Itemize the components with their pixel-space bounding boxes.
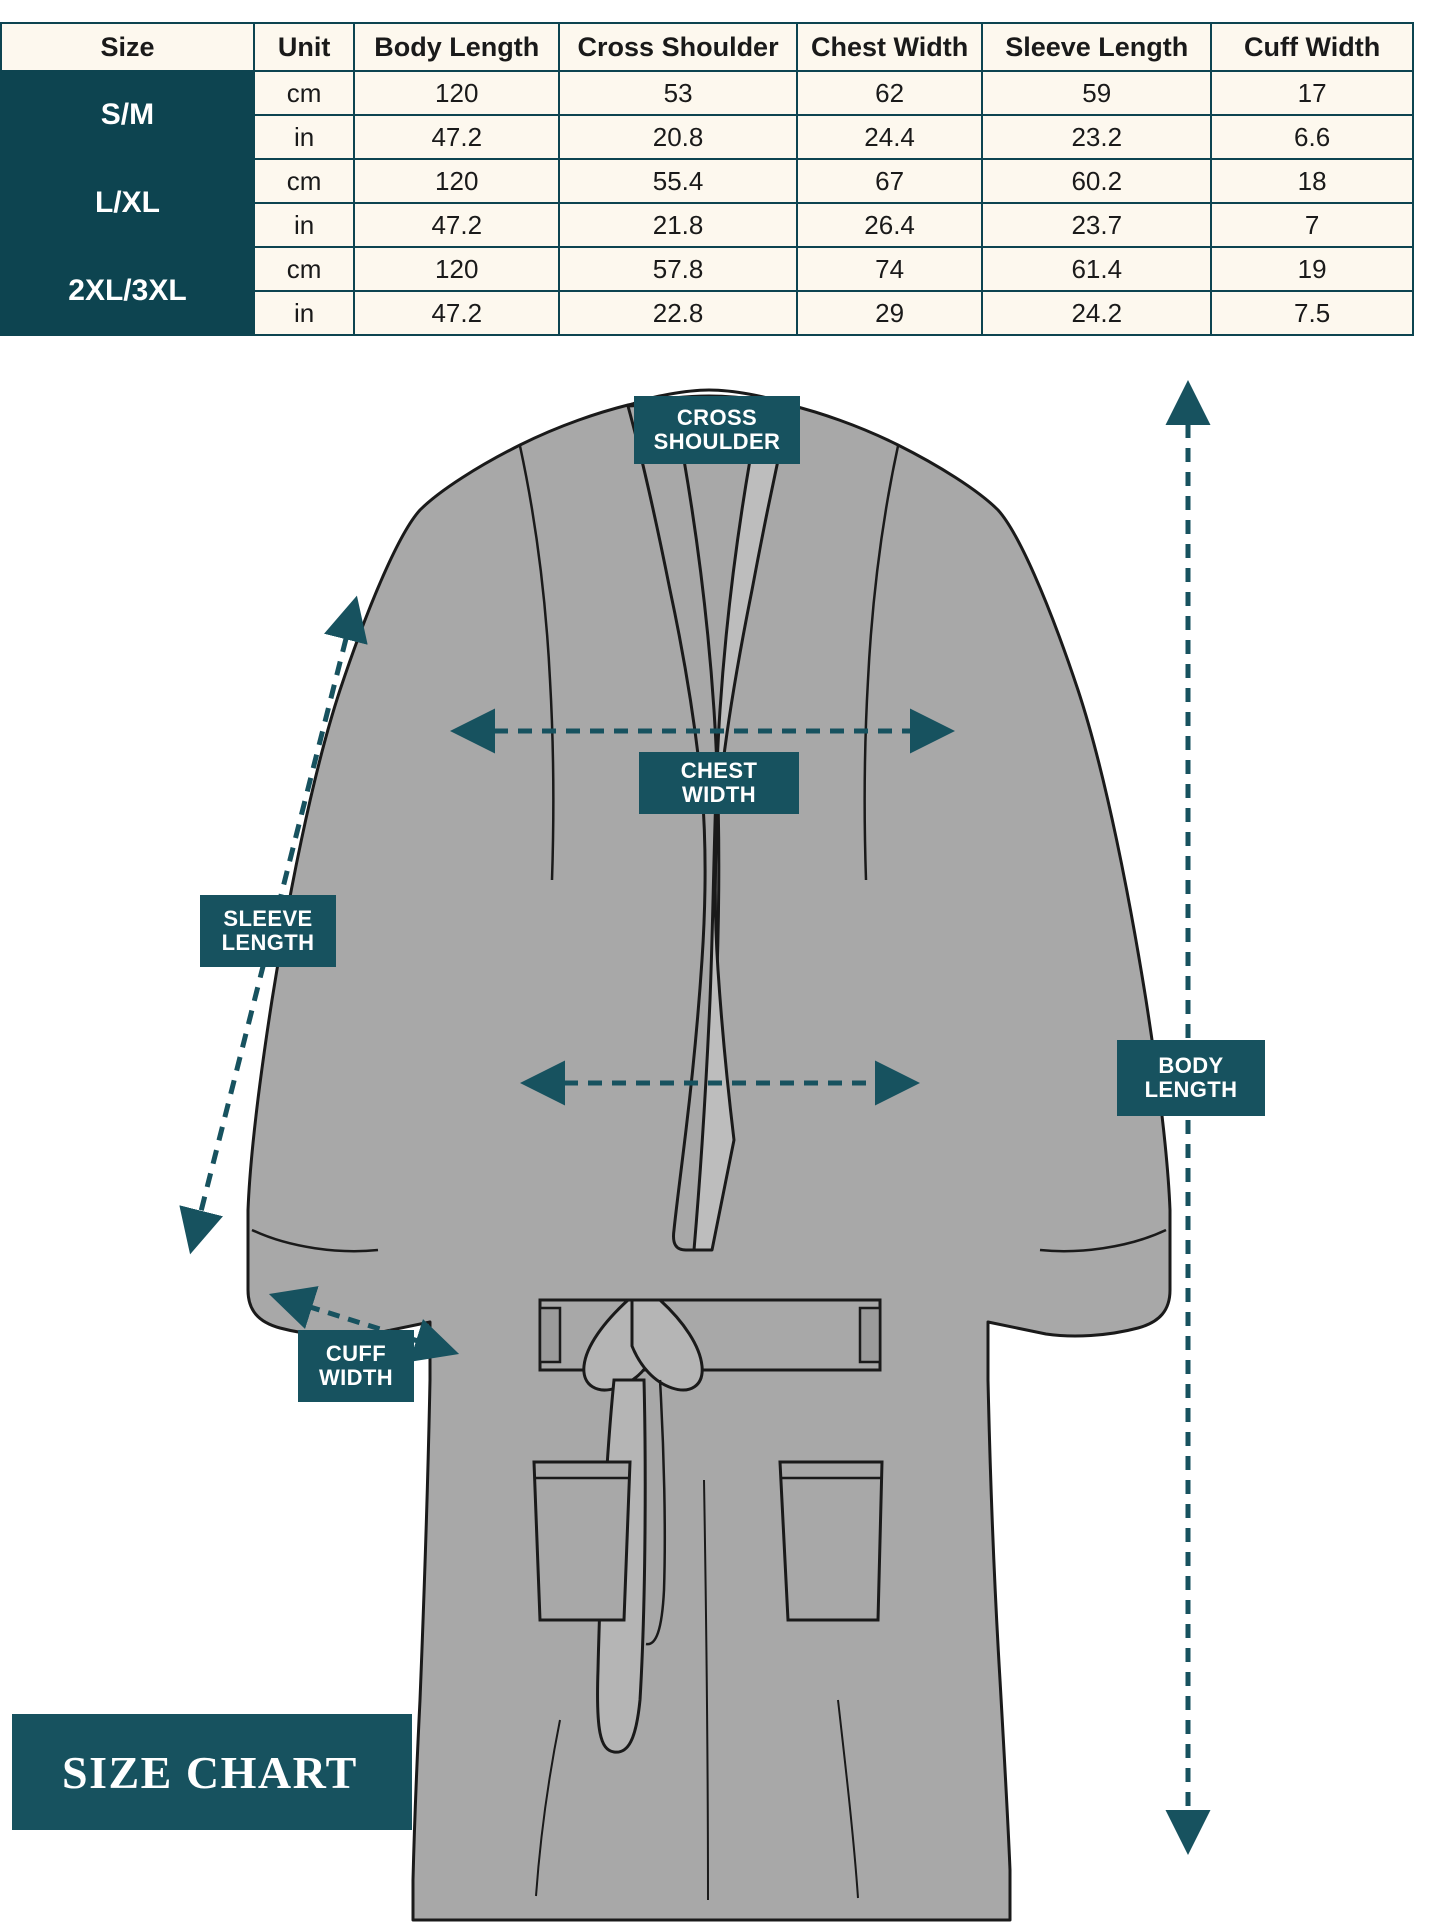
value-cell: 60.2 <box>982 159 1211 203</box>
label-cuff-width <box>298 1330 414 1402</box>
unit-cell: in <box>254 291 354 335</box>
table-header-row <box>1 23 1413 71</box>
size-label-sm: S/M <box>1 71 254 159</box>
value-cell: 62 <box>797 71 982 115</box>
value-cell: 74 <box>797 247 982 291</box>
value-cell: 120 <box>354 71 559 115</box>
label-sleeve-length <box>200 895 336 967</box>
value-cell: 61.4 <box>982 247 1211 291</box>
value-cell: 47.2 <box>354 115 559 159</box>
robe-body-group <box>248 390 1170 1920</box>
value-cell: 6.6 <box>1211 115 1413 159</box>
label-cross-shoulder <box>634 396 800 464</box>
header-cross-shoulder: Cross Shoulder <box>559 23 797 71</box>
value-cell: 22.8 <box>559 291 797 335</box>
unit-cell: cm <box>254 159 354 203</box>
label-cross-shoulder-line1: CROSS <box>676 405 758 431</box>
value-cell: 24.2 <box>982 291 1211 335</box>
header-cuff-width: Cuff Width <box>1211 23 1413 71</box>
unit-cell: in <box>254 203 354 247</box>
label-body-length-line1: BODY <box>1158 1053 1224 1079</box>
label-chest-width-line1: CHEST <box>680 758 758 784</box>
size-label-2xl3xl: 2XL/3XL <box>1 247 254 335</box>
value-cell: 21.8 <box>559 203 797 247</box>
header-chest-width: Chest Width <box>797 23 982 71</box>
label-body-length <box>1117 1040 1265 1116</box>
value-cell: 120 <box>354 247 559 291</box>
header-unit: Unit <box>254 23 354 71</box>
value-cell: 19 <box>1211 247 1413 291</box>
table-row <box>1 71 1413 115</box>
value-cell: 7 <box>1211 203 1413 247</box>
value-cell: 23.2 <box>982 115 1211 159</box>
label-sleeve-length-line1: SLEEVE <box>223 906 313 932</box>
size-chart-title-text: SIZE CHART <box>62 1746 358 1798</box>
value-cell: 7.5 <box>1211 291 1413 335</box>
value-cell: 120 <box>354 159 559 203</box>
label-cross-shoulder-line2: SHOULDER <box>653 429 781 454</box>
size-label-lxl: L/XL <box>1 159 254 247</box>
value-cell: 24.4 <box>797 115 982 159</box>
value-cell: 23.7 <box>982 203 1211 247</box>
header-size: Size <box>1 23 254 71</box>
label-cuff-width-line1: CUFF <box>325 1341 387 1367</box>
value-cell: 20.8 <box>559 115 797 159</box>
header-body-length: Body Length <box>354 23 559 71</box>
value-cell: 18 <box>1211 159 1413 203</box>
value-cell: 26.4 <box>797 203 982 247</box>
value-cell: 17 <box>1211 71 1413 115</box>
unit-cell: cm <box>254 71 354 115</box>
value-cell: 47.2 <box>354 203 559 247</box>
size-chart-table <box>0 22 1414 336</box>
value-cell: 29 <box>797 291 982 335</box>
value-cell: 55.4 <box>559 159 797 203</box>
value-cell: 47.2 <box>354 291 559 335</box>
label-body-length-line2: LENGTH <box>1144 1077 1238 1102</box>
value-cell: 67 <box>797 159 982 203</box>
table-row <box>1 247 1413 291</box>
value-cell: 53 <box>559 71 797 115</box>
unit-cell: cm <box>254 247 354 291</box>
value-cell: 59 <box>982 71 1211 115</box>
size-chart-title <box>12 1714 412 1830</box>
unit-cell: in <box>254 115 354 159</box>
label-chest-width <box>639 752 799 814</box>
label-cuff-width-line2: WIDTH <box>318 1365 394 1390</box>
header-sleeve-length: Sleeve Length <box>982 23 1211 71</box>
table-row <box>1 159 1413 203</box>
label-chest-width-line2: WIDTH <box>681 782 757 807</box>
value-cell: 57.8 <box>559 247 797 291</box>
label-sleeve-length-line2: LENGTH <box>221 930 315 955</box>
